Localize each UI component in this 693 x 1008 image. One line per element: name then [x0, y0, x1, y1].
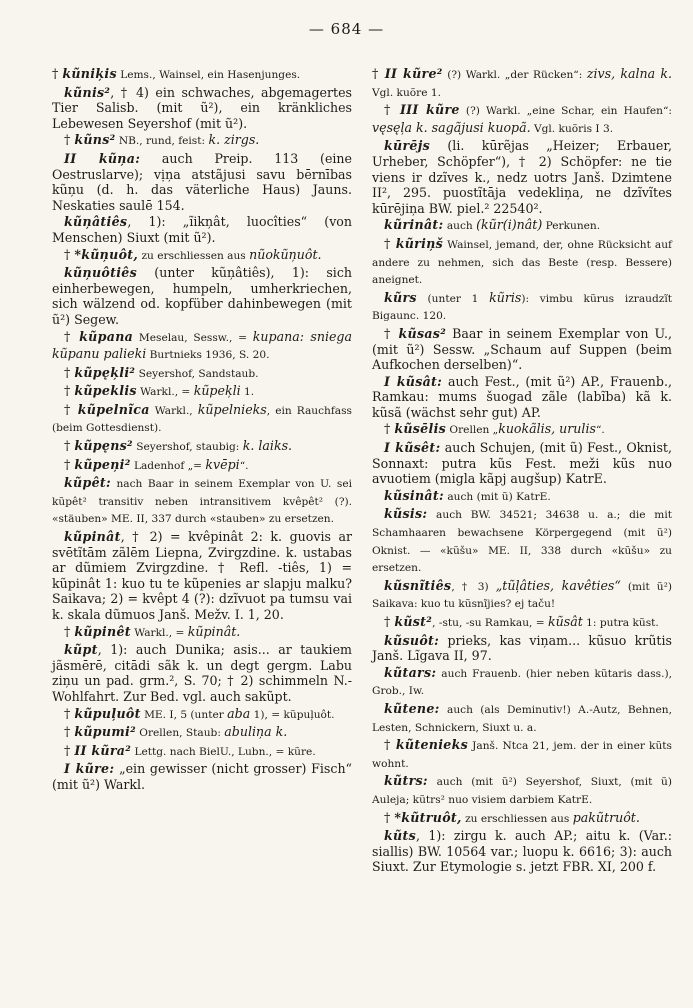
entry-source: (?) Warkl. „der Rücken“:: [442, 69, 587, 81]
entry-source: auch Frauenb. (hier neben kũtaris dass.), Grob., Iw.: [372, 667, 672, 698]
entry-definition: Baar in seinem Exemplar von U., (mit ũ²) Sessw. „Schaum auf Suppen (beim Aufkochen derselben)“.: [372, 325, 672, 373]
entry-source: (mit ũ²) Saikava: kuo tu kũsnĩjies? ej taču!: [372, 580, 672, 611]
entry-headword: I kũre:: [64, 761, 115, 777]
dictionary-entry: [372, 828, 672, 875]
dictionary-entry: [372, 578, 672, 613]
dictionary-entry: [372, 138, 672, 216]
entry-headword: kũtenieks: [395, 737, 469, 753]
entry-example: kvēpi: [205, 456, 240, 472]
entry-example: nũokũņuôt.: [249, 246, 322, 262]
entry-example: kupana: sniega kũpanu palieki: [52, 328, 352, 362]
entry-example: „tũļâties, kavêties“: [495, 577, 621, 593]
entry-headword: kũriņš: [395, 235, 444, 251]
entry-headword: I kũsât:: [384, 373, 443, 389]
dictionary-entry: [52, 724, 352, 742]
entry-source: Warkl., =: [136, 386, 194, 399]
entry-source: Burtnieks 1936, S. 20.: [146, 349, 270, 362]
dictionary-entry: [52, 265, 352, 327]
entry-source: Janš. Ntca 21, jem. der in einer kũts wohnt.: [372, 740, 672, 770]
entry-source: “.: [239, 459, 249, 472]
entry-headword: I kũsêt:: [384, 440, 441, 456]
entry-source: Seyershof, staubig:: [132, 441, 243, 454]
entry-headword: kũsis:: [384, 506, 428, 522]
dictionary-entry: [52, 743, 352, 761]
dictionary-entry: [52, 624, 352, 642]
dictionary-entry: [52, 214, 352, 245]
entry-source: Wainsel, jemand, der, ohne Rücksicht auf andere zu nehmen, sich das Beste (resp. Bessere) aneignet.: [372, 238, 672, 287]
entry-headword: III kũre: [399, 102, 460, 118]
dagger-mark: †: [384, 421, 395, 437]
entry-headword: kũņâtiês: [64, 214, 128, 230]
entry-definition: , † 2) = kvêpinât 2: k. guovis ar svētĩtām zãlēm Liepna, Zvirgzdine. k. ustabas ar dũmiem Zvirgzdine. † Refl. -tiês, 1) = kũpinât 1: kuo tu te kũpenies ar slapju malku? Saikava; 2) = kvêpt 4 (?): dzĩvuot pa tumsu vai k. skala dũmuos Janš. Mežv. I. 1, 20.: [52, 529, 352, 622]
dagger-mark: †: [64, 328, 80, 344]
dagger-mark: †: [64, 401, 78, 417]
dagger-mark: †: [64, 724, 75, 740]
entry-source: “.: [595, 424, 605, 437]
dictionary-entry: [372, 102, 672, 137]
entry-headword: kũpęķli²: [74, 364, 136, 380]
entry-headword: kũniķis: [62, 66, 117, 81]
entry-headword: kũņuôtiês: [64, 265, 137, 281]
dagger-mark: †: [64, 456, 75, 472]
entry-headword: kũpêt:: [64, 475, 111, 491]
dictionary-entry: [372, 614, 672, 632]
entry-definition: , 1): auch Dunika; asis... ar taukiem jãsmērē, citādi sãk k. un degt gergm. Labu ziņu un pad. grm.², S. 70; † 2) schimmeln N.-Wohlfahrt. Zur Bed. vgl. auch sakũpt.: [52, 642, 352, 704]
entry-example: kũpeķli: [193, 383, 241, 399]
entry-headword: kũpeņi²: [74, 456, 131, 472]
dictionary-entry: [52, 642, 352, 704]
dagger-mark: †: [64, 705, 75, 721]
entry-source: Lems., Wainsel, ein Hasenjunges.: [116, 69, 301, 81]
dagger-mark: †: [64, 132, 75, 148]
entry-definition: (unter kũņâtiês), 1): sich einherbewegen, humpeln, umherkriechen, sich wälzend od. kopfüber dahinbewegen (mit ũ²) Segew.: [52, 265, 352, 327]
entry-definition: (li. kūrẽjas „Heizer; Erbauer, Urheber, Schöpfer“), † 2) Schöpfer: ne tie viens ir dzĩves k., nedz uotrs Janš. Dzimtene II², 295. puostĩtāja vedekliņa, ne dzĩvĩtes kūrējiņa BW. piel.² 22540².: [372, 138, 672, 216]
entry-source: Meselau, Sessw., =: [133, 331, 253, 344]
entry-definition: auch Preip. 113 (eine Oestruslarve); vịņa atstãjusi savu bērnības kũņu (d. h. das väterliche Haus) Jauns. Neskaties saulē 154.: [52, 150, 352, 213]
entry-headword: kũts: [384, 828, 416, 844]
dictionary-entry: [372, 773, 672, 808]
entry-source: auch (mit ũ) KatrE.: [443, 490, 551, 503]
entry-headword: kũpana: [79, 328, 134, 344]
entry-example: kũsât: [548, 614, 583, 629]
entry-source: , † 3): [451, 580, 496, 593]
entry-headword: kũrs: [384, 289, 417, 305]
entry-definition: auch Schujen, (mit ũ) Fest., Oknist, Sonnaxt: putra kũs Fest. meži kũs nuo avuotiem (migla kãpj augšup) KatrE.: [372, 440, 672, 487]
entry-example: (kũr(i)nât): [476, 217, 543, 233]
entry-definition: , 1): zirgu k. auch AP.; aitu k. (Var.: siallis) BW. 10564 var.; luopu k. 6616; 3): auch Siuxt. Zur Etymologie s. jetzt FBR. XI, 200 f.: [372, 828, 672, 875]
entry-headword: II kũņa:: [64, 150, 141, 166]
entry-example: aba: [227, 705, 251, 721]
dagger-mark: †: [384, 614, 395, 629]
dagger-mark: †: [384, 809, 395, 825]
entry-headword: kũst²: [394, 614, 433, 629]
dictionary-entry: [52, 85, 352, 132]
dictionary-entry: [52, 247, 352, 265]
entry-source: NB., rund, feist:: [115, 135, 209, 148]
entry-definition: prieks, kas viņam... kũsuo krũtis Janš. Lĩgava II, 97.: [372, 632, 672, 664]
entry-headword: kũtene:: [384, 700, 440, 716]
left-column: [52, 66, 352, 794]
right-column: [372, 66, 672, 876]
dictionary-entry: [372, 421, 672, 439]
entry-example: pakũtruôt.: [572, 809, 640, 825]
dictionary-entry: [372, 326, 672, 373]
entry-definition: , 1): „ĩikņât, luocîties“ (von Menschen) Siuxt (mit ũ²).: [52, 214, 352, 245]
entry-headword: kũpinât: [64, 529, 121, 545]
entry-source: ME. I, 5 (unter: [140, 708, 228, 721]
entry-source: auch: [443, 220, 477, 233]
entry-source: 1: putra kũst.: [582, 617, 659, 629]
entry-example: abuliņa k.: [224, 724, 288, 740]
entry-example: k. laiks.: [242, 438, 293, 454]
entry-source: Orellen „: [446, 424, 499, 437]
dagger-mark: †: [64, 438, 75, 454]
entry-definition: , † 4) ein schwaches, abgemagertes Tier Salisb. (mit ũ²), ein kränkliches Lebewesen Seyershof (mit ũ²).: [52, 84, 352, 131]
entry-source: zu erschliessen aus: [461, 812, 573, 825]
entry-example: kũpelnieks: [197, 401, 267, 417]
dictionary-entry: [372, 217, 672, 235]
dictionary-entry: [372, 506, 672, 576]
entry-headword: kũsas²: [398, 325, 447, 341]
entry-source: auch BW. 34521; 34638 u. a.; die mit Schamhaaren bewachsene Körpergegend (mit ũ²) Oknist. — «kũšu» ME. II, 338 durch «kũšu» zu ersetzen.: [372, 509, 672, 575]
entry-headword: kũpinêt: [74, 623, 131, 639]
dictionary-entry: [52, 761, 352, 792]
entry-example: vęsęļa k. sagãjusi kuopã.: [372, 119, 531, 135]
dagger-mark: †: [64, 364, 75, 380]
dagger-mark: †: [372, 66, 385, 81]
entry-source: 1.: [240, 386, 255, 399]
entry-source: (unter 1: [416, 292, 490, 305]
entry-definition: auch Fest., (mit ũ²) AP., Frauenb., Ramkau: mums šuogad zãle (labĩba) kã k. kũsã (wächst sehr gut) AP.: [372, 373, 672, 420]
dictionary-entry: [372, 66, 672, 101]
entry-example: kuokãlis, urulis: [498, 421, 596, 437]
entry-headword: kũnis²: [64, 84, 111, 100]
dictionary-entry: [372, 633, 672, 664]
entry-source: Perkunen.: [542, 220, 601, 233]
entry-source: Ladenhof „=: [130, 459, 206, 472]
dictionary-entry: [372, 440, 672, 487]
dagger-mark: †: [64, 383, 75, 399]
dictionary-entry: [372, 290, 672, 325]
entry-source: (?) Warkl. „eine Schar, ein Haufen“:: [459, 105, 672, 118]
entry-source: nach Baar in seinem Exemplar von U. sei kũpêt² transitiv neben intransitivem kvêpêt² (?). «stäuben» ME. II, 337 durch «stauben» zu ersetzen.: [52, 478, 352, 526]
entry-headword: kũpęns²: [74, 438, 133, 454]
entry-headword: kũsuôt:: [384, 632, 440, 648]
dictionary-entry: [52, 329, 352, 364]
dagger-mark: †: [64, 742, 75, 758]
dictionary-entry: [52, 438, 352, 456]
dagger-mark: †: [64, 246, 75, 262]
entry-source: Lettg. nach BielU., Lubn., = kũre.: [131, 745, 316, 758]
entry-example: zivs, kalna k.: [586, 66, 672, 81]
dictionary-entry: [52, 365, 352, 383]
entry-source: auch (als Deminutiv!) A.-Autz, Behnen, Lesten, Schnickern, Siuxt u. a.: [372, 703, 672, 734]
entry-headword: kūrējs: [384, 138, 430, 154]
dictionary-entry: [372, 810, 672, 828]
entry-example: kũris: [489, 289, 522, 305]
dictionary-entry: [372, 374, 672, 421]
entry-source: Vgl. kuõre 1.: [372, 86, 441, 99]
entry-source: Vgl. kuõris I 3.: [530, 122, 614, 135]
page-number: — 684 —: [308, 20, 385, 38]
dictionary-entry: [52, 66, 352, 84]
dictionary-entry: [52, 383, 352, 401]
entry-source: Warkl.,: [149, 404, 198, 417]
entry-headword: kũpeklis: [74, 383, 137, 399]
entry-headword: *kũņuôt,: [74, 246, 139, 262]
dictionary-entry: [372, 701, 672, 736]
dictionary-entry: [52, 402, 352, 437]
dagger-mark: †: [384, 737, 396, 753]
dagger-mark: †: [384, 102, 400, 118]
dictionary-entry: [372, 236, 672, 289]
dictionary-entry: [372, 665, 672, 700]
dagger-mark: †: [64, 623, 75, 639]
entry-example: k. zirgs.: [208, 132, 260, 148]
entry-headword: kũrinât:: [384, 217, 444, 233]
dictionary-entry: [52, 529, 352, 623]
dagger-mark: †: [384, 235, 396, 251]
dictionary-entry: [52, 706, 352, 724]
entry-headword: kũsinât:: [384, 487, 444, 503]
entry-source: 1), = kũpuļuôt.: [250, 708, 335, 721]
entry-source: zu erschliessen aus: [138, 249, 250, 262]
entry-headword: kũsēlis: [394, 421, 447, 437]
entry-source: Seyershof, Sandstaub.: [135, 367, 259, 380]
entry-definition: „ein gewisser (nicht grosser) Fisch“ (mit ũ²) Warkl.: [52, 761, 352, 792]
entry-source: Orellen, Staub:: [135, 727, 225, 740]
entry-source: auch (mit ũ²) Seyershof, Siuxt, (mit ũ) Auleja; kũtrs² nuo visiem darbiem KatrE.: [372, 776, 672, 806]
entry-headword: kũsnĩtiês: [384, 577, 452, 593]
dictionary-entry: [52, 132, 352, 150]
entry-headword: *kũtruôt,: [394, 809, 462, 825]
dictionary-entry: [52, 457, 352, 475]
dictionary-entry: [52, 151, 352, 213]
entry-source: , ein Rauchfass (beim Gottesdienst).: [52, 404, 352, 435]
entry-headword: kũtrs:: [384, 773, 428, 789]
entry-headword: kũtars:: [384, 664, 437, 680]
entry-source: Warkl., =: [130, 626, 188, 639]
entry-headword: kũpumi²: [74, 724, 136, 740]
dictionary-entry: [52, 475, 352, 528]
entry-headword: II kũre²: [384, 66, 443, 81]
entry-headword: kũpelnĩca: [77, 401, 150, 417]
entry-headword: kũns²: [74, 132, 116, 148]
dictionary-entry: [372, 737, 672, 772]
entry-headword: kũpt: [64, 642, 98, 658]
dagger-mark: †: [384, 325, 399, 341]
dictionary-entry: [372, 488, 672, 506]
entry-source: , -stu, -su Ramkau, =: [432, 617, 549, 629]
dagger-mark: †: [52, 66, 63, 81]
entry-headword: kũpuļuôt: [74, 705, 141, 721]
entry-headword: II kũra²: [74, 742, 132, 758]
entry-example: kũpinât.: [187, 623, 241, 639]
entry-source: ): vimbu kũrus izraudzĩt Bigaunc. 120.: [372, 292, 672, 323]
